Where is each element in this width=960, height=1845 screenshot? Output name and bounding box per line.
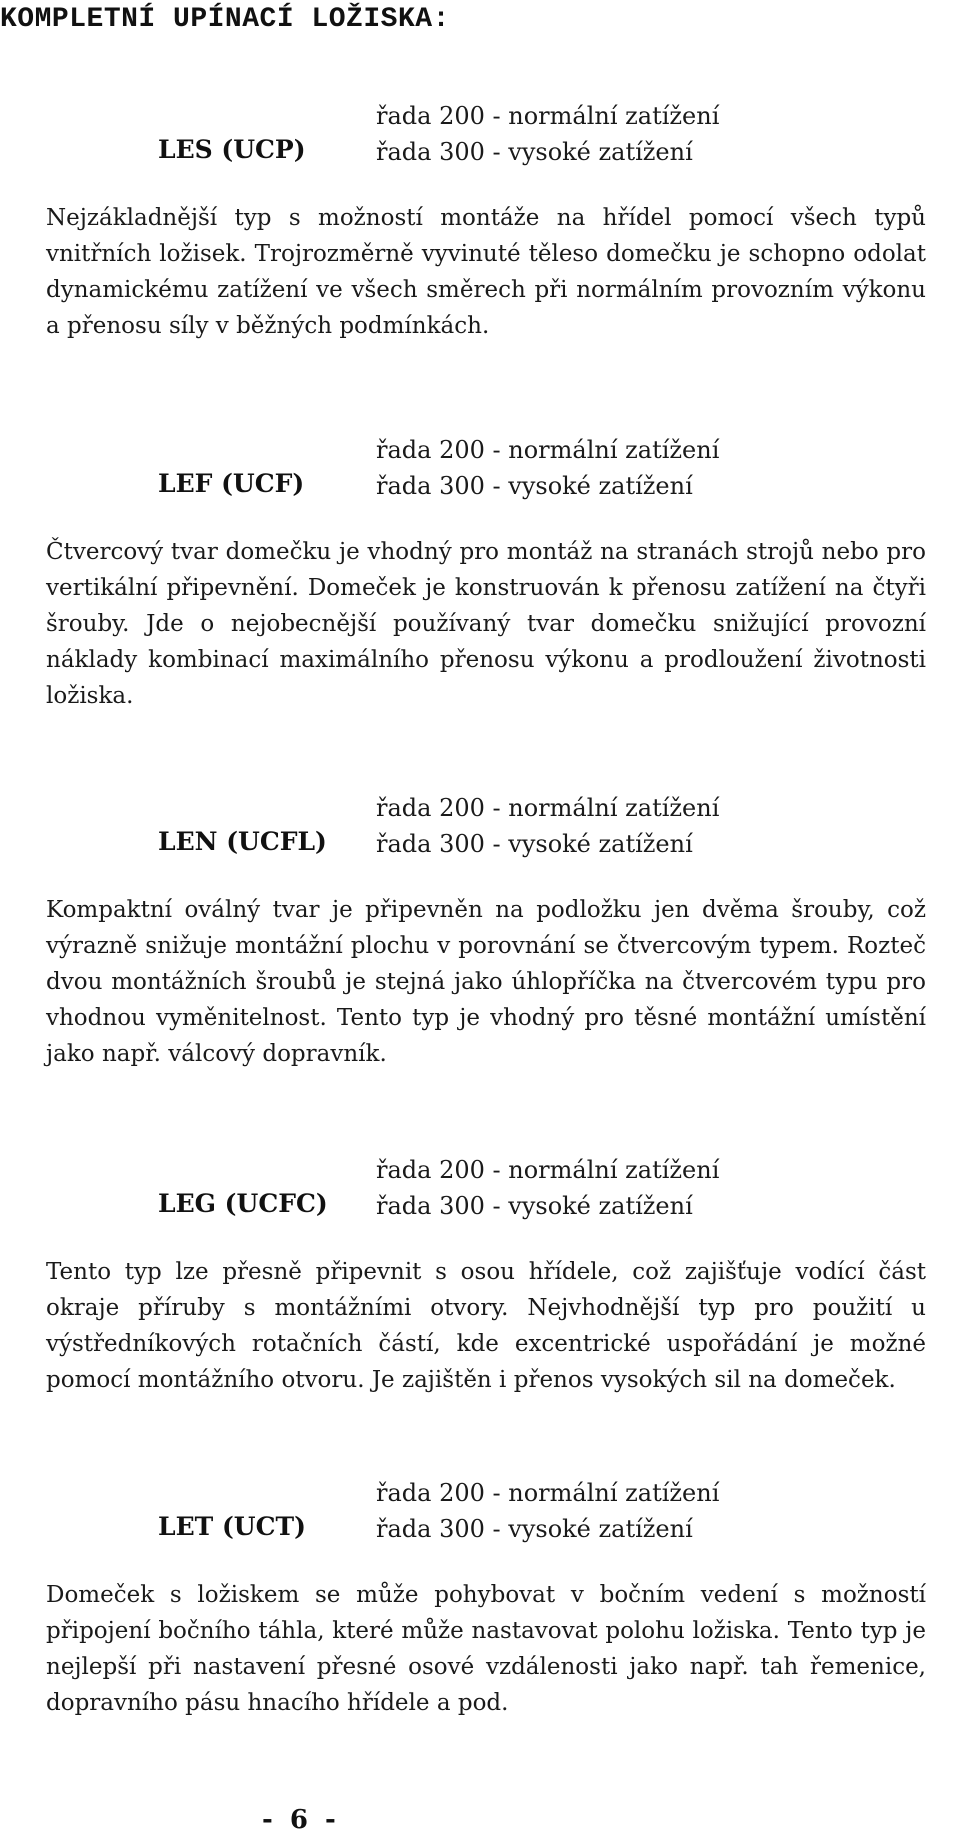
type-code: LEF (UCF) (158, 469, 305, 498)
type-code: LEG (UCFC) (158, 1189, 328, 1218)
series-line-200: řada 200 - normální zatížení (376, 794, 720, 822)
section-len (46, 790, 926, 1072)
section-description: Nejzákladnější typ s možností montáže na hřídel pomocí všech typů vnitřních ložisek. Trojrozměrně vyvinuté těleso domečku je schopno odolat dynamickému zatížení ve všech směrech při normálním provozním výkonu a přenosu síly v běžných podmínkách. (46, 205, 926, 339)
series-list (376, 98, 719, 170)
section-leg (46, 1152, 926, 1398)
series-line-200: řada 200 - normální zatížení (376, 1156, 720, 1184)
page-title: KOMPLETNÍ UPÍNACÍ LOŽISKA: (0, 4, 450, 35)
section-lef (46, 432, 926, 714)
series-line-300: řada 300 - vysoké zatížení (376, 830, 693, 858)
series-row (46, 1475, 926, 1549)
series-list (376, 1475, 719, 1547)
series-row (46, 432, 926, 506)
series-line-300: řada 300 - vysoké zatížení (376, 472, 693, 500)
series-row (46, 98, 926, 172)
type-code: LET (UCT) (158, 1512, 306, 1541)
series-line-200: řada 200 - normální zatížení (376, 1479, 720, 1507)
series-list (376, 1152, 719, 1224)
series-row (46, 790, 926, 864)
page-number: - 6 - (262, 1805, 340, 1835)
section-let (46, 1475, 926, 1721)
series-row (46, 1152, 926, 1226)
section-description: Tento typ lze přesně připevnit s osou hřídele, což zajišťuje vodící část okraje příruby s montážními otvory. Nejvhodnější typ pro použití u výstředníkových rotačních částí, kde excentrické uspořádání je možné pomocí montážního otvoru. Je zajištěn i přenos vysokých sil na domeček. (46, 1259, 926, 1393)
type-code: LES (UCP) (158, 135, 306, 164)
series-line-200: řada 200 - normální zatížení (376, 102, 720, 130)
series-list (376, 432, 719, 504)
series-list (376, 790, 719, 862)
series-line-300: řada 300 - vysoké zatížení (376, 138, 693, 166)
section-description: Čtvercový tvar domečku je vhodný pro montáž na stranách strojů nebo pro vertikální připevnění. Domeček je konstruován k přenosu zatížení na čtyři šrouby. Jde o nejobecnější používaný tvar domečku snižující provozní náklady kombinací maximálního přenosu výkonu a prodloužení životnosti ložiska. (46, 539, 926, 709)
type-code: LEN (UCFL) (158, 827, 327, 856)
series-line-300: řada 300 - vysoké zatížení (376, 1515, 693, 1543)
section-description: Domeček s ložiskem se může pohybovat v bočním vedení s možností připojení bočního táhla, které může nastavovat polohu ložiska. Tento typ je nejlepší při nastavení přesné osové vzdálenosti jako např. tah řemenice, dopravního pásu hnacího hřídele a pod. (46, 1582, 926, 1716)
series-line-200: řada 200 - normální zatížení (376, 436, 720, 464)
section-les (46, 98, 926, 344)
series-line-300: řada 300 - vysoké zatížení (376, 1192, 693, 1220)
section-description: Kompaktní oválný tvar je připevněn na podložku jen dvěma šrouby, což výrazně snižuje montážní plochu v porovnání se čtvercovým typem. Rozteč dvou montážních šroubů je stejná jako úhlopříčka na čtvercovém typu pro vhodnou vyměnitelnost. Tento typ je vhodný pro těsné montážní umístění jako např. válcový dopravník. (46, 897, 926, 1067)
